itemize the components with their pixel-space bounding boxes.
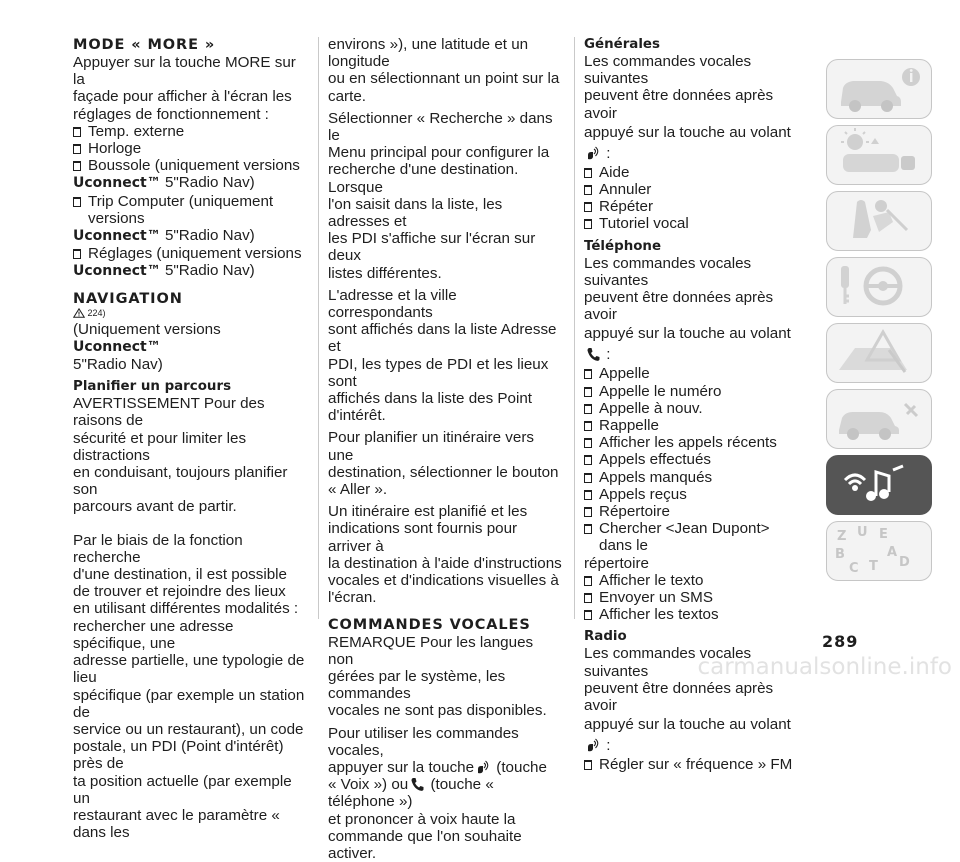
list-item: Afficher les textos [584,606,804,623]
heading-mode-more: MODE « MORE » [73,37,216,53]
list-item: Tutoriel vocal [584,215,804,232]
index-letters-icon [827,522,930,579]
para-line: Les commandes vocales suivantes [584,254,752,289]
tab-dashboard-lights[interactable] [826,125,932,185]
phone-button-icon [586,346,600,362]
nav-availability [73,321,307,356]
heading-telephone: Téléphone [584,238,662,254]
para-line: vocales ne sont pas disponibles. [328,702,547,720]
brand-name: Uconnect™ [73,228,161,245]
para-line: peuvent être données après avoir [584,87,774,122]
para-line: peuvent être données après avoir [584,289,774,324]
svg-text:A: A [887,545,898,560]
para-line: Sélectionner « Recherche » dans le [328,109,553,145]
para-line: vocales et d'indications visuelles à [328,572,559,590]
mode-intro-3: réglages de fonctionnement : [73,105,269,123]
list-item-text: Réglages (uniquement versions [88,245,302,263]
para-line: commande que l'on souhaite activer. [328,827,522,862]
search-para-line: ta position actuelle (par exemple un [73,772,292,807]
para-line: l'écran. [328,589,377,607]
section-tabs [826,59,932,587]
search-para-line: service ou un restaurant), un code [73,720,304,738]
para-line: Pour utiliser les commandes vocales, [328,724,519,759]
plan-para-line: AVERTISSEMENT Pour des raisons de [73,395,265,430]
list-item: Appelle le numéro [584,383,804,400]
search-para-line: Par le biais de la fonction recherche [73,531,243,566]
para-line: affichés dans la liste des Point d'intérêt. [328,390,533,425]
voice-button-icon [586,737,600,753]
heading-plan-route: Planifier un parcours [73,379,232,395]
plan-para-line: en conduisant, toujours planifier son [73,464,288,499]
para-text: (touche « téléphone ») [328,776,494,811]
heading-navigation: NAVIGATION [73,290,183,307]
para-line: l'on saisit dans la liste, les adresses et [328,195,503,231]
para-line: gérées par le système, les commandes [328,667,506,703]
brand-name: Uconnect™ [73,263,161,280]
list-item: Aide [584,164,804,181]
para-line: REMARQUE Pour les langues non [328,633,534,668]
tab-airbag-seat[interactable] [826,191,932,251]
para-text: « Voix ») ou [328,776,409,794]
para-line: recherche d'une destination. Lorsque [328,161,519,196]
list-item: Appelle [584,365,804,382]
para-line: Les commandes vocales suivantes [584,645,752,680]
para-line: Menu principal pour configurer la [328,144,550,162]
list-item-text: Trip Computer (uniquement versions [88,192,274,227]
list-item-continuation [73,262,307,280]
search-para-line: postale, un PDI (Point d'intérêt) près de [73,738,284,773]
search-para-line: d'une destination, il est possible [73,566,287,584]
list-item: Rappelle [584,417,804,434]
para-line: la destination à l'aide d'instructions [328,554,562,572]
list-item [73,157,307,174]
tab-index-letters[interactable] [826,521,932,581]
svg-text:E: E [879,527,888,542]
list-item: Chercher <Jean Dupont> dans le [584,520,804,554]
plan-para-line: sécurité et pour limiter les distractions [73,429,247,464]
para-line: PDI, les types de PDI et les lieux sont [328,355,549,390]
list-item: Répertoire [584,503,804,520]
list-item: Appels effectués [584,451,804,468]
warning-ref-number: 224) [87,307,106,318]
tab-warning-road[interactable] [826,323,932,383]
para-line [584,122,804,164]
svg-text:T: T [869,559,878,574]
colon: : [602,737,611,755]
para-text: appuyer sur la touche [328,758,475,776]
airbag-seat-icon [827,192,930,249]
list-item: Appels manqués [584,469,804,486]
para-line: ou en sélectionnant un point sur la [328,70,560,88]
svg-text:B: B [835,547,845,562]
car-info-icon [827,60,930,117]
para-line: « Aller ». [328,481,388,499]
para-line: L'adresse et la ville correspondants [328,286,457,322]
tab-car-info[interactable] [826,59,932,119]
para-line: sont affichés dans la liste Adresse et [328,321,557,356]
svg-text:C: C [849,561,859,576]
tab-car-tools[interactable] [826,389,932,449]
nav-availability-text: (Uniquement versions [73,320,221,338]
list-item: Appels reçus [584,486,804,503]
para-line: listes différentes. [328,264,442,282]
watermark: carmanualsonline.info [697,654,952,680]
para-text: appuyé sur la touche au volant [584,325,791,343]
search-para-line: adresse partielle, une typologie de lieu [73,652,305,687]
warning-reference [73,308,307,321]
para-line: Les commandes vocales suivantes [584,53,752,88]
para-line: peuvent être données après avoir [584,679,774,715]
list-item-text: 5"Radio Nav) [160,227,255,245]
column-left [73,36,307,841]
para-line: Pour planifier un itinéraire vers une [328,429,534,464]
list-item: Temp. externe [73,123,307,140]
list-item-text: 5"Radio Nav) [160,262,255,280]
list-item-text: Boussole (uniquement versions [88,157,300,175]
phone-button-icon [410,776,424,792]
para-line: carte. [328,87,366,105]
voice-button-icon [586,145,600,161]
list-item-continuation [73,227,307,245]
list-item-continuation [73,174,307,192]
key-steering-icon [827,258,930,315]
para-text: appuyé sur la touche au volant [584,123,791,141]
para-line [328,759,562,776]
list-item: Annuler [584,181,804,198]
list-item: Répéter [584,198,804,215]
svg-text:D: D [899,555,910,570]
search-para-line: restaurant avec le paramètre « dans les [73,806,280,842]
list-item: Appelle à nouv. [584,400,804,417]
warning-road-icon [827,324,930,381]
para-line [328,776,562,810]
nav-availability-2: 5"Radio Nav) [73,356,163,374]
list-item: Envoyer un SMS [584,589,804,606]
list-item: Horloge [73,140,307,157]
svg-text:U: U [857,525,868,540]
search-para-line: spécifique (par exemple un station de [73,686,305,721]
search-para-line: de trouver et rejoindre des lieux [73,583,286,601]
search-para-line: rechercher une adresse spécifique, une [73,617,234,652]
para-line: indications sont fournis pour arriver à [328,520,518,555]
list-item-text: 5"Radio Nav) [160,174,255,192]
para-line [584,714,804,756]
brand-name: Uconnect™ [73,338,161,355]
svg-text:Z: Z [837,529,847,544]
car-tools-icon [827,390,930,447]
list-item [73,193,307,227]
list-item [73,245,307,262]
list-item: Afficher les appels récents [584,434,804,451]
para-line [584,323,804,365]
tab-key-steering[interactable] [826,257,932,317]
column-divider [574,37,575,619]
mode-intro-2: façade pour afficher à l'écran les [73,88,292,106]
para-line: Un itinéraire est planifié et les [328,503,528,521]
colon: : [602,144,611,162]
colon: : [602,346,611,364]
column-divider [318,37,319,619]
plan-para-line: parcours avant de partir. [73,498,237,516]
voice-button-icon [476,759,490,775]
para-line: environs »), une latitude et un longitude [328,36,529,71]
para-line: et prononcer à voix haute la [328,810,516,828]
heading-radio: Radio [584,629,627,645]
heading-voice-commands: COMMANDES VOCALES [328,616,531,633]
para-line: les PDI s'affiche sur l'écran sur deux [328,230,536,265]
heading-general: Générales [584,37,660,52]
multimedia-icon [827,456,930,513]
list-item: Afficher le texto [584,572,804,589]
tab-multimedia[interactable] [826,455,932,515]
brand-name: Uconnect™ [73,175,161,192]
warning-triangle-icon [73,308,85,318]
dashboard-lights-icon [827,126,930,183]
search-para-line: en utilisant différentes modalités : [73,600,299,618]
mode-intro-1: Appuyer sur la touche MORE sur la [73,54,296,89]
list-item-continuation: répertoire [584,554,649,572]
column-middle [328,36,562,862]
para-line: destination, sélectionner le bouton [328,463,559,481]
list-item: Régler sur « fréquence » FM [584,756,804,773]
page-number: 289 [822,632,859,651]
para-text: appuyé sur la touche au volant [584,716,791,734]
para-text: (touche [492,758,547,776]
